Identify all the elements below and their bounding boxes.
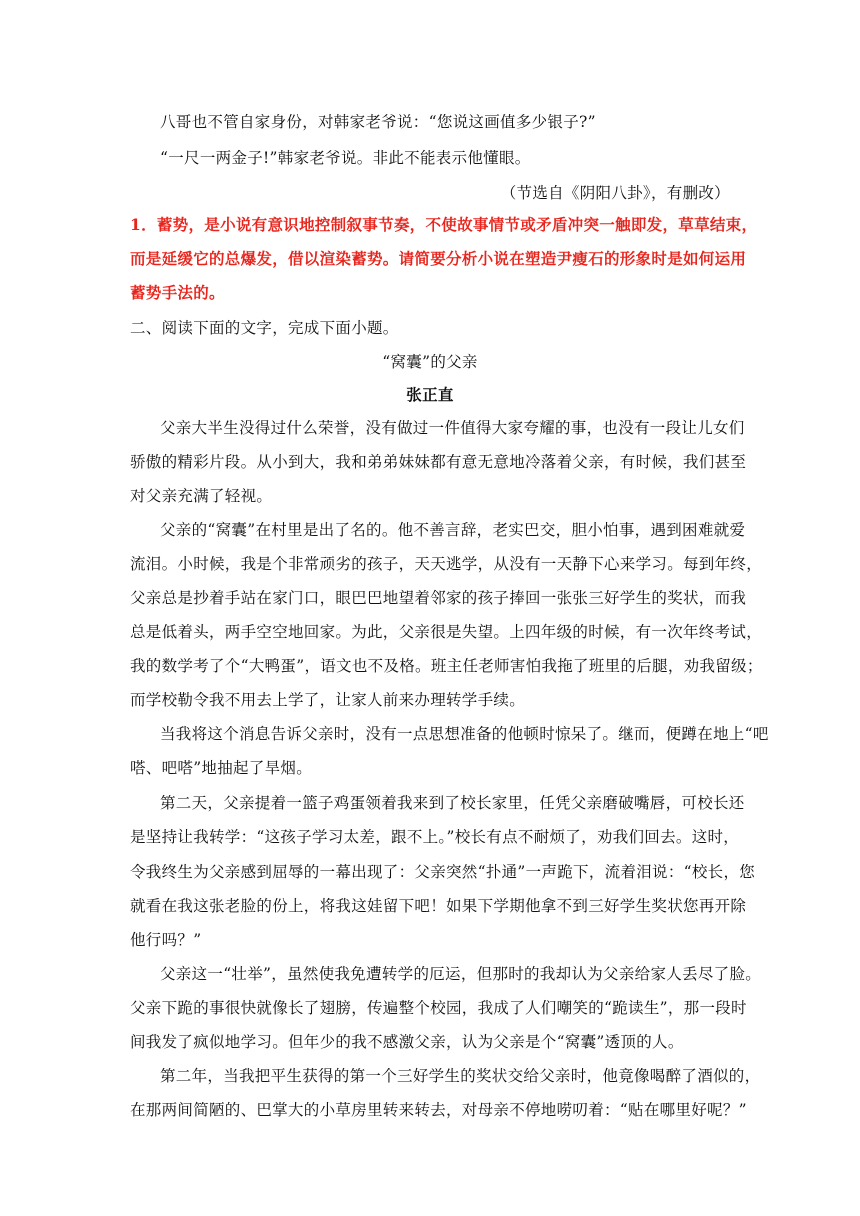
paragraph-line: 令我终生为父亲感到屈辱的一幕出现了：父亲突然“扑通”一声跪下，流着泪说：“校长，您: [130, 863, 756, 881]
question-1-line: 而是延缓它的总爆发，借以渲染蓄势。请简要分析小说在塑造尹瘦石的形象时是如何运用: [130, 249, 747, 268]
paragraph-line: 第二年，当我把平生获得的第一个三好学生的奖状交给父亲时，他竟像喝醉了酒似的，: [160, 1067, 761, 1085]
article-author: 张正直: [406, 385, 454, 404]
paragraph-line: 而学校勒令我不用去上学了，让家人前来办理转学手续。: [130, 691, 526, 709]
paragraph-line: 当我将这个消息告诉父亲时，没有一点思想准备的他顿时惊呆了。继而，便蹲在地上“吧: [160, 725, 769, 743]
paragraph-line: 在那两间简陋的、巴掌大的小草房里转来转去，对母亲不停地唠叨着：“贴在哪里好呢？”: [130, 1101, 747, 1119]
paragraph-line: 我的数学考了个“大鸭蛋”，语文也不及格。班主任老师害怕我拖了班里的后腿，劝我留级；: [130, 657, 763, 675]
paragraph-line: 父亲的“窝囊”在村里是出了名的。他不善言辞，老实巴交，胆小怕事，遇到困难就爱: [160, 521, 746, 539]
paragraph-line: 父亲总是抄着手站在家门口，眼巴巴地望着邻家的孩子捧回一张张三好学生的奖状，而我: [130, 589, 747, 607]
source-note: （节选自《阴阳八卦》，有删改）: [500, 184, 730, 202]
paragraph-line: 骄傲的精彩片段。从小到大，我和弟弟妹妹都有意无意地冷落着父亲，有时候，我们甚至: [130, 453, 747, 471]
paragraph-line: 嗒、吧嗒”地抽起了旱烟。: [130, 759, 313, 777]
paragraph-line: 第二天，父亲提着一篮子鸡蛋领着我来到了校长家里，任凭父亲磨破嘴唇，可校长还: [160, 794, 745, 812]
paragraph-line: 父亲大半生没得过什么荣誉，没有做过一件值得大家夸耀的事，也没有一段让儿女们: [160, 419, 745, 437]
paragraph-line: 流泪。小时候，我是个非常顽劣的孩子，天天逃学，从没有一天静下心来学习。每到年终，: [130, 555, 763, 573]
paragraph-line: 就看在我这张老脸的份上，将我这娃留下吧！如果下学期他拿不到三好学生奖状您再开除: [130, 897, 747, 915]
paragraph-line: “一尺一两金子!”韩家老爷说。非此不能表示他懂眼。: [160, 149, 531, 167]
section-heading: 二、阅读下面的文字，完成下面小题。: [130, 319, 399, 337]
paragraph-line: 父亲下跪的事很快就像长了翅膀，传遍整个校园，我成了人们嘲笑的“跪读生”，那一段时: [130, 999, 747, 1017]
paragraph-line: 八哥也不管自家身份，对韩家老爷说：“您说这画值多少银子?”: [160, 113, 596, 131]
paragraph-line: 父亲这一“壮举”，虽然使我免遭转学的厄运，但那时的我却认为父亲给家人丢尽了脸。: [160, 965, 762, 983]
question-1-line: 1．蓄势，是小说有意识地控制叙事节奏，不使故事情节或矛盾冲突一触即发，草草结束，: [130, 215, 758, 234]
paragraph-line: 间我发了疯似地学习。但年少的我不感激父亲，认为父亲是个“窝囊”透顶的人。: [130, 1033, 684, 1051]
article-title: “窝囊”的父亲: [382, 353, 478, 371]
paragraph-line: 总是低着头，两手空空地回家。为此，父亲很是失望。上四年级的时候，有一次年终考试，: [130, 623, 763, 641]
paragraph-line: 他行吗？”: [130, 931, 202, 949]
paragraph-line: 对父亲充满了轻视。: [130, 487, 273, 505]
paragraph-line: 是坚持让我转学：“这孩子学习太差，跟不上。”校长有点不耐烦了，劝我们回去。这时，: [130, 828, 740, 846]
question-1-line: 蓄势手法的。: [130, 283, 225, 302]
